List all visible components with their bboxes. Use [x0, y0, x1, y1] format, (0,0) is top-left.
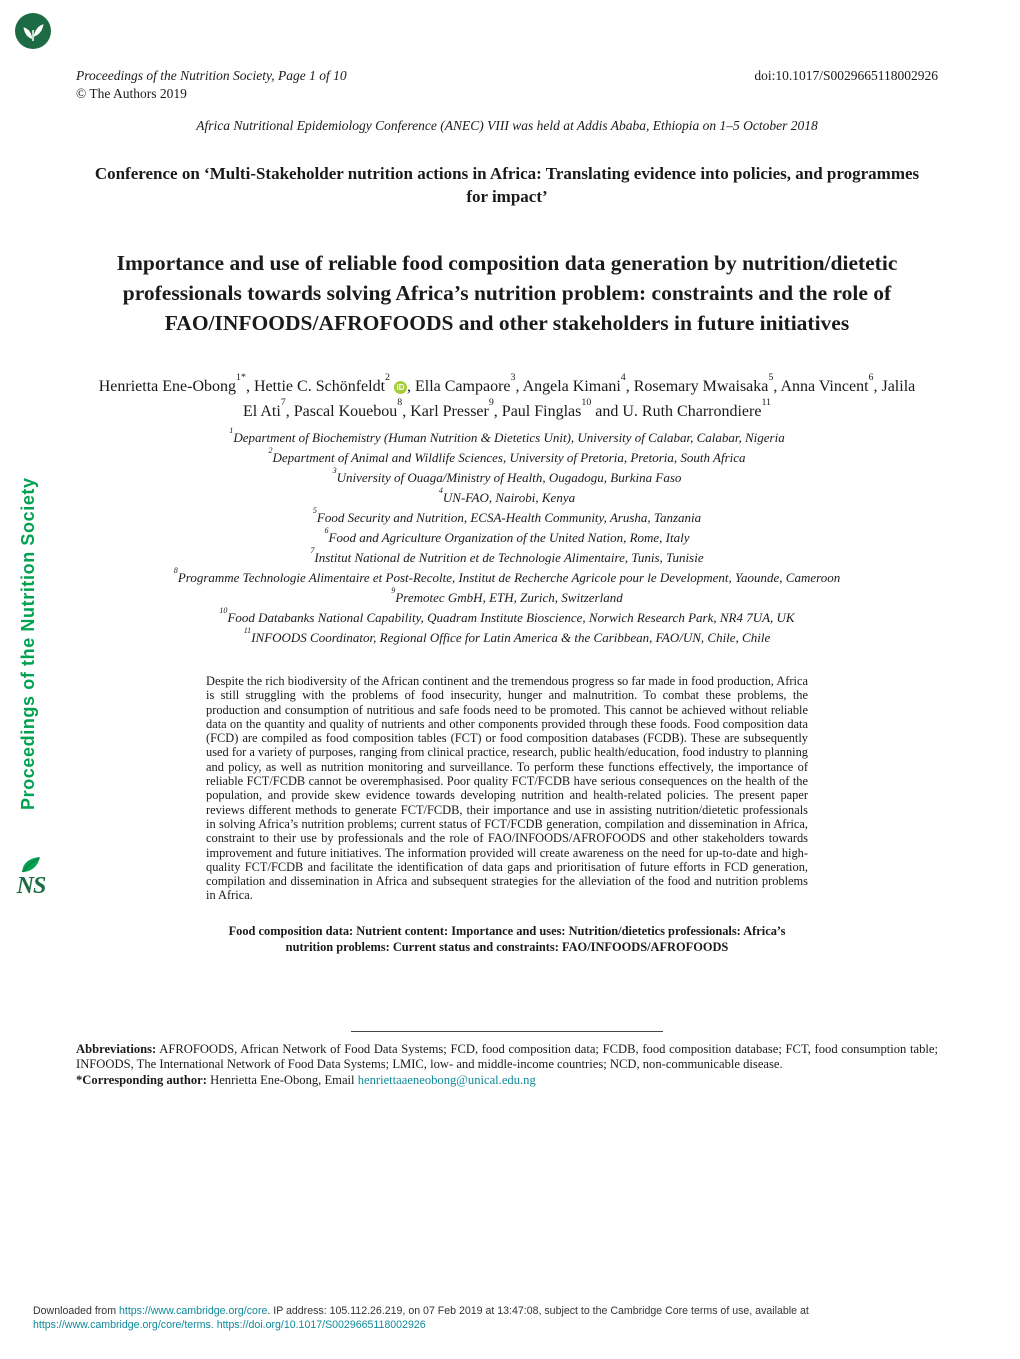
journal-vertical-title: Proceedings of the Nutrition Society	[18, 477, 38, 811]
copyright-line: © The Authors 2019	[76, 86, 187, 101]
author-name: U. Ruth Charrondiere$^{11}$	[622, 397, 771, 420]
footnote-divider	[351, 1031, 663, 1032]
abbreviations-text: AFROFOODS, African Network of Food Data Systems; FCD, food composition data; FCDB, food composition database; FCT, food consumption table; INFOODS, The International Network of Food Data Systems; LMIC, low- and middle-income countries; NCD, non-communicable disease.	[76, 1041, 938, 1072]
affiliation-line: $^6$Food and Agriculture Organization of the United Nation, Rome, Italy	[324, 526, 690, 545]
affiliation-line: $^3$University of Ouaga/Ministry of Health, Ougadogu, Burkina Faso	[332, 466, 682, 485]
publisher-leaf-logo-icon	[14, 12, 52, 50]
article-content	[0, 68, 1020, 1089]
journal-running-line: Proceedings of the Nutrition Society, Page 1 of 10	[76, 68, 347, 83]
doi-link[interactable]: https://doi.org/10.1017/S0029665118002926	[216, 1318, 426, 1331]
affiliation-line: $^8$Programme Technologie Alimentaire et Post-Recolte, Institut de Recherche Agricole pour le Development, Yaounde, Cameroon	[173, 566, 841, 585]
nutrition-society-logo	[8, 856, 54, 912]
cambridge-core-link[interactable]: https://www.cambridge.org/core	[118, 1305, 268, 1317]
author-name: Karl Presser$^9$	[410, 397, 494, 420]
affiliation-list	[76, 428, 938, 648]
affiliation-line: $^5$Food Security and Nutrition, ECSA-Health Community, Arusha, Tanzania	[312, 506, 702, 525]
author-name: Pascal Kouebou$^8$	[293, 397, 403, 420]
abstract-text: Despite the rich biodiversity of the African continent and the tremendous progress so far made in food production, Africa is still struggling with the problems of food insecurity, hunger and malnutrition. To combat these problems, the production and consumption of nutritious and safe foods need to be promoted. This cannot be achieved without reliable data on the quantity and quality of nutrients and other components provided through these foods. Food composition data (FCD) are compiled as food composition tables (FCT) or food composition databases (FCDB). These are subsequently used for a variety of purposes, ranging from clinical practice, research, public health/education, food industry to planning and policy, as well as nutrition monitoring and surveillance. To perform these functions effectively, the importance of reliable FCT/FCDB cannot be overemphasised. Poor quality FCT/FCDB have serious consequences on the health of the population, and provide skew evidence towards developing nutrition and health-related policies. The present paper reviews different methods to generate FCT/FCDB, their importance and use in assisting nutrition/dietetic professionals in solving Africa’s nutrition problems; current status of FCT/FCDB generation, compilation and dissemination in Africa, constraint to their use by professionals and the role of FAO/INFOODS/AFROFOODS and other stakeholders towards improvement and future initiatives. The information provided will create awareness on the need for up-to-date and high-quality FCT/FCDB and facilitate the identification of data gaps and prioritisation of future efforts in FCD generation, compilation and dissemination in Africa and subsequent strategies for the alleviation of the food and nutrition problems in Africa.	[206, 674, 808, 903]
abbreviations-note	[76, 1042, 938, 1073]
terms-link[interactable]: https://www.cambridge.org/core/terms.	[33, 1318, 214, 1331]
author-name: Paul Finglas$^{10}$	[501, 397, 592, 420]
corresponding-email-link[interactable]: henriettaaeneobong@unical.edu.ng	[357, 1072, 536, 1087]
affiliation-line: $^{11}$INFOODS Coordinator, Regional Office for Latin America & the Caribbean, FAO/UN, Chile, Chile	[243, 626, 771, 645]
conference-heading: Conference on ‘Multi-Stakeholder nutrition actions in Africa: Translating evidence into policies, and programmes for impact’	[94, 164, 920, 206]
keywords-line: Food composition data: Nutrient content: Importance and uses: Nutrition/dietetics professionals: Africa’s nutrition problems: Current status and constraints: FAO/INFOODS/AFROFOODS	[228, 923, 786, 954]
affiliation-line: $^1$Department of Biochemistry (Human Nutrition & Dietetics Unit), University of Calabar, Calabar, Nigeria	[229, 426, 785, 445]
footer-text: Downloaded from	[33, 1305, 119, 1317]
article-title: Importance and use of reliable food composition data generation by nutrition/dietetic professionals towards solving Africa’s nutrition problem: constraints and the role of FAO/INFOODS/AFROFOODS and other stakeholders in future initiatives	[116, 251, 898, 335]
author-name: Hettie C. Schönfeldt$^2$ iD	[254, 378, 407, 395]
affiliation-line: $^9$Premotec GmbH, ETH, Zurich, Switzerland	[391, 586, 623, 605]
footer-text: . IP address: 105.112.26.219, on 07 Feb 2019 at 13:47:08, subject to the Cambridge Core terms of use, available at	[267, 1305, 809, 1317]
orcid-icon[interactable]: iD	[394, 381, 407, 394]
leaf-icon	[20, 856, 42, 874]
author-name: Angela Kimani$^4$	[522, 372, 626, 395]
affiliation-line: $^{10}$Food Databanks National Capability, Quadram Institute Bioscience, Norwich Research Park, NR4 7UA, UK	[219, 606, 795, 625]
conference-note: Africa Nutritional Epidemiology Conference (ANEC) VIII was held at Addis Ababa, Ethiopia on 1–5 October 2018	[196, 118, 818, 133]
corresponding-text: Henrietta Ene-Obong, Email	[206, 1072, 358, 1087]
author-name: Jalila El Ati$^7$	[242, 378, 916, 420]
page-header	[76, 68, 938, 84]
doi-text: doi:10.1017/S0029665118002926	[754, 68, 938, 83]
corresponding-label: *Corresponding author:	[76, 1072, 207, 1087]
affiliation-line: $^4$UN-FAO, Nairobi, Kenya	[438, 486, 576, 505]
author-name: Ella Campaore$^3$	[414, 372, 516, 395]
affiliation-line: $^2$Department of Animal and Wildlife Sciences, University of Pretoria, Pretoria, South Africa	[268, 446, 746, 465]
corresponding-author-note	[76, 1073, 938, 1089]
author-name: Anna Vincent$^6$	[780, 372, 874, 395]
author-name: Rosemary Mwaisaka$^5$	[633, 372, 774, 395]
author-list: Henrietta Ene-Obong$^{1*}$, Hettie C. Schönfeldt$^2$ iD , Ella Campaore$^3$, Angela Kimani$^4$, Rosemary Mwaisaka$^5$, Anna Vincent$^6$, Jalila El Ati$^7$, Pascal Kouebou$^8$, Karl Presser$^9$, Paul Finglas$^{10}$ and U. Ruth Charrondiere$^{11}$	[98, 372, 916, 420]
ns-logo-text: NS	[16, 873, 46, 899]
author-name: Henrietta Ene-Obong$^{1*}$	[98, 372, 246, 395]
footer-line-2	[33, 1319, 863, 1333]
affiliation-line: $^7$Institut National de Nutrition et de Technologie Alimentaire, Tunis, Tunisie	[310, 546, 704, 565]
abbreviations-label: Abbreviations:	[76, 1041, 157, 1056]
footer-line-1	[33, 1305, 863, 1319]
download-footer	[33, 1305, 863, 1332]
